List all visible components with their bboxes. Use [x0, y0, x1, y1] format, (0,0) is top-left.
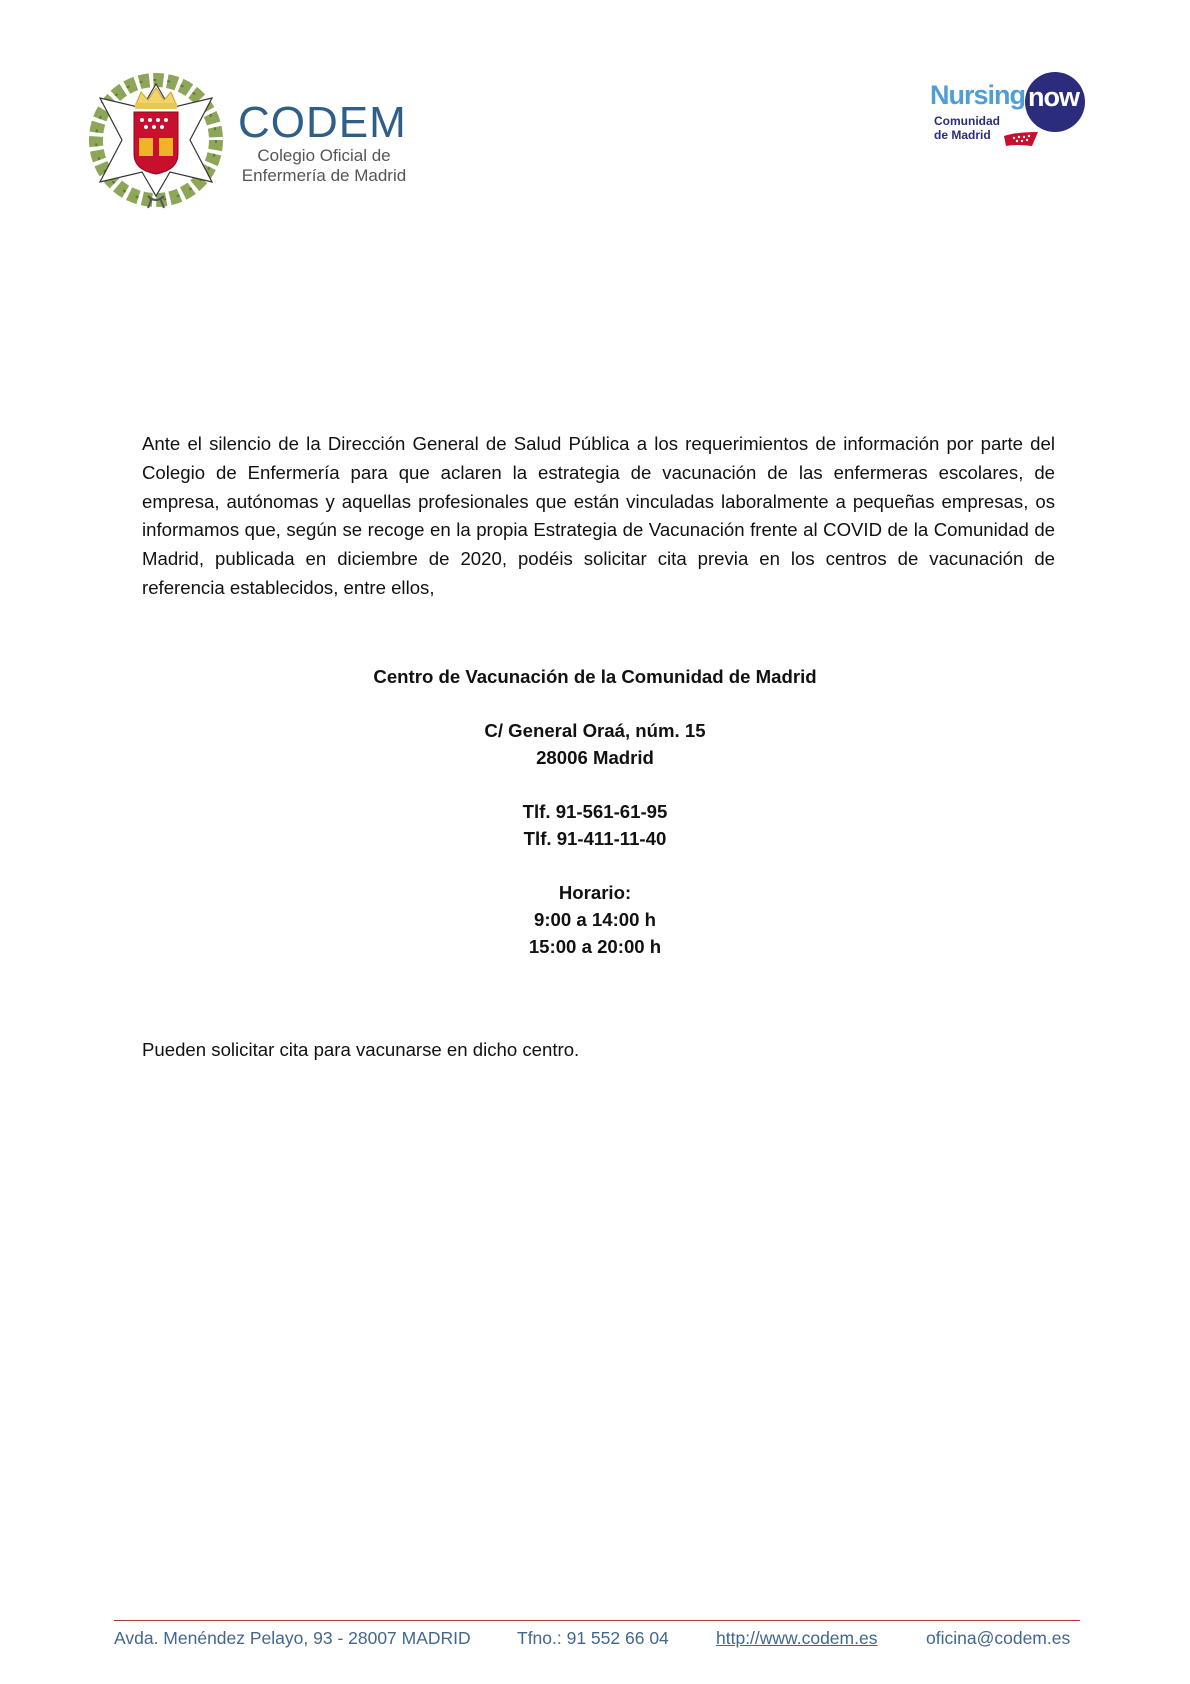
phone-1: Tlf. 91-561-61-95 [522, 801, 668, 822]
footer-divider [114, 1620, 1080, 1621]
footer-phone: Tfno.: 91 552 66 04 [517, 1628, 669, 1648]
center-address [0, 717, 1190, 771]
partner-sub [934, 114, 1000, 142]
partner-sub-line2: de Madrid [934, 128, 991, 142]
madrid-flag-icon [1002, 130, 1040, 148]
intro-paragraph: Ante el silencio de la Dirección General de Salud Pública a los requerimientos de información por parte del Colegio de Enfermería para que aclaren la estrategia de vacunación de las enfermeras escolares, de empresa, autónomas y aquellas profesionales que están vinculadas laboralmente a pequeñas empresas, os informamos que, según se recoge en la propia Estrategia de Vacunación frente al COVID de la Comunidad de Madrid, publicada en diciembre de 2020, podéis solicitar cita previa en los centros de vacunación de referencia establecidos, entre ellos, [142, 433, 1055, 598]
footer-email[interactable]: oficina@codem.es [926, 1628, 1071, 1648]
codem-emblem-logo [86, 70, 226, 212]
address-line1: C/ General Oraá, núm. 15 [484, 720, 706, 741]
hours-afternoon: 15:00 a 20:00 h [528, 936, 662, 957]
center-hours [0, 879, 1190, 960]
org-name: CODEM [238, 98, 407, 147]
center-phones [0, 798, 1190, 852]
codem-wordmark [238, 100, 410, 186]
footer [114, 1628, 1080, 1654]
hours-label: Horario: [558, 882, 632, 903]
org-subtitle-line2: Enfermería de Madrid [241, 166, 407, 185]
nursing-word: Nursing [930, 80, 1026, 110]
nursing-now-logo [930, 70, 1090, 150]
hours-morning: 9:00 a 14:00 h [534, 909, 656, 930]
phone-2: Tlf. 91-411-11-40 [523, 828, 667, 849]
center-name: Centro de Vacunación de la Comunidad de Madrid [373, 666, 817, 687]
now-word: now [1028, 82, 1079, 112]
org-subtitle-line1: Colegio Oficial de [257, 146, 391, 165]
laurel-cross-crest-icon [86, 70, 226, 212]
closing-sentence: Pueden solicitar cita para vacunarse en dicho centro. [142, 1039, 580, 1060]
footer-address: Avda. Menéndez Pelayo, 93 - 28007 MADRID [114, 1628, 471, 1648]
letterhead [0, 0, 1190, 230]
address-line2: 28006 Madrid [536, 747, 654, 768]
footer-website-link[interactable]: http://www.codem.es [716, 1628, 878, 1648]
partner-sub-line1: Comunidad [934, 114, 1000, 128]
